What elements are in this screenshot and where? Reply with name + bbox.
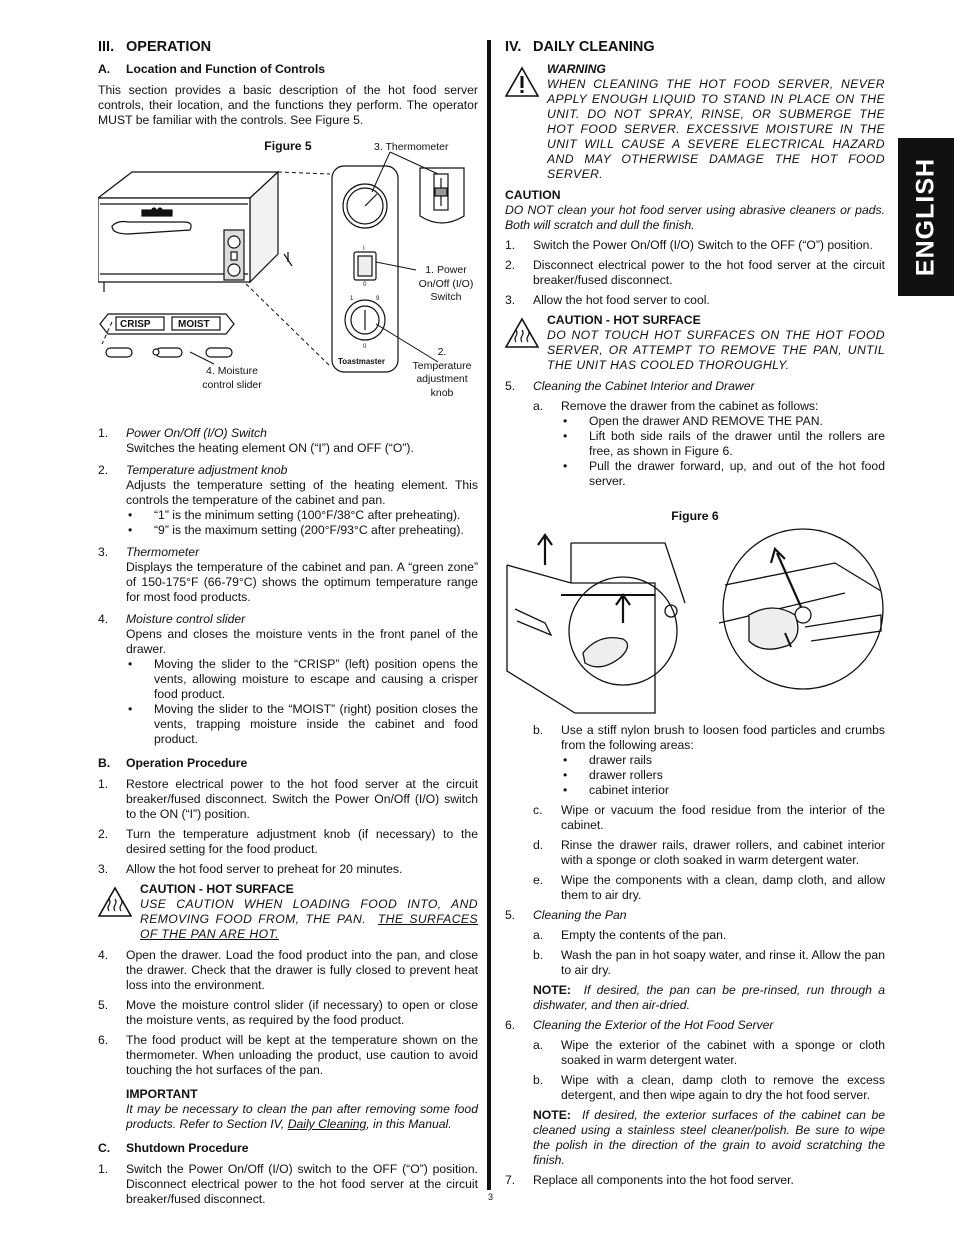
step-7: 7. Replace all components into the hot food server. [505, 1173, 794, 1187]
list-item [505, 258, 885, 288]
item-number: 3. [505, 293, 516, 307]
warning-text: WHEN CLEANING THE HOT FOOD SERVER, NEVER APPLY ENOUGH LIQUID TO STAND IN PLACE ON THE UNIT. DO NOT SPRAY, RINSE, OR SUBMERGE THE HOT FOOD SERVER. EXCESSIVE MOISTURE IN THE UNIT WILL CAUSE A SEVERE ELECTRICAL HAZARD AND MAY OTHERWISE DAMAGE THE HOT FOOD SERVER. [547, 77, 885, 181]
step-5a: a. Remove the drawer from the cabinet as follows: • Open the drawer AND REMOVE THE PAN. • Lift both side rails of the drawer until the rollers are free, as shown in Figure 6. • Pull the drawer forward, up, and out of the hot food server. [533, 399, 885, 488]
list-item [98, 827, 478, 857]
knob-9-mark: 9 [376, 296, 380, 302]
bullet-icon: • [563, 753, 568, 767]
list-item [98, 998, 478, 1028]
step-5-pan: 5. Cleaning the Pan [505, 908, 627, 922]
bullet-item [126, 657, 478, 702]
item-text: Wipe the exterior of the cabinet with a sponge or cloth soaked in warm detergent water. [561, 1038, 885, 1067]
operation-section [98, 38, 478, 1212]
control-title: Moisture control slider [126, 612, 246, 626]
power-switch-label: 1. Power On/Off (I/O) Switch [418, 264, 474, 303]
item-number: 2. [98, 463, 109, 477]
item-text: Allow the hot food server to preheat for 20 minutes. [126, 862, 403, 876]
column-divider [487, 40, 491, 1190]
moist-label: MOIST [178, 319, 210, 330]
item-number: e. [533, 873, 544, 887]
figure-6-title: Figure 6 [671, 509, 719, 523]
switch-i-mark: I [363, 246, 365, 252]
bullet-item [126, 702, 478, 747]
item-number: a. [533, 1038, 544, 1052]
item-number: 1. [98, 426, 109, 440]
control-title: Thermometer [126, 545, 200, 559]
bullet-icon: • [563, 429, 568, 443]
bullet-item [561, 414, 885, 429]
step-5: 5. Cleaning the Cabinet Interior and Drawer [505, 379, 755, 393]
list-item [505, 293, 885, 308]
daily-cleaning-link[interactable]: Daily Cleaning [287, 1117, 367, 1131]
control-item [98, 426, 478, 456]
item-number: a. [533, 928, 544, 942]
temperature-knob-label: 2. Temperature adjustment knob [412, 346, 472, 399]
hot-surface-warning-icon [98, 886, 132, 918]
bullet-icon: • [128, 523, 133, 537]
list-item [98, 777, 478, 822]
bullet-item [561, 783, 885, 798]
operation-heading: III. OPERATION [98, 39, 212, 55]
item-number: b. [533, 948, 544, 962]
bullet-icon: • [563, 414, 568, 428]
list-item [505, 948, 885, 978]
bullet-text: Lift both side rails of the drawer until the rollers are free, as shown in Figure 6. [589, 429, 885, 458]
exterior-steps [505, 1038, 885, 1103]
caution-underline: THE SURFACES OF THE PAN ARE HOT. [140, 912, 478, 941]
knob-1-mark: 1 [350, 296, 354, 302]
bullet-text: “1” is the minimum setting (100°F/38°C after preheating). [154, 508, 461, 522]
moisture-slider-panel [100, 314, 234, 357]
list-item [505, 873, 885, 903]
thermometer-detail [420, 168, 464, 223]
list-item [505, 238, 885, 253]
warning-block [505, 62, 885, 182]
list-item [505, 838, 885, 868]
daily-cleaning-section [505, 38, 885, 1193]
bullet-item [561, 753, 885, 768]
control-item [98, 612, 478, 747]
bullet-item [126, 523, 478, 538]
item-text: Rinse the drawer rails, drawer rollers, and cabinet interior with a sponge or cloth soaked in warm detergent water. [561, 838, 885, 867]
item-text: Switch the Power On/Off (I/O) Switch to the OFF (“O”) position. [533, 238, 873, 252]
bullet-text: Open the drawer AND REMOVE THE PAN. [589, 414, 823, 428]
warning-title: WARNING [547, 62, 606, 76]
caution-title: CAUTION [505, 188, 561, 202]
section-c-heading: C. Shutdown Procedure [98, 1141, 249, 1155]
item-number: 5. [98, 998, 109, 1012]
bullet-item [126, 508, 478, 523]
drawer-removal-diagram [505, 523, 887, 723]
item-number: 1. [98, 1162, 109, 1176]
item-text: Move the moisture control slider (if necessary) to open or close the moisture vents, as required by the food product. [126, 998, 478, 1027]
bullet-icon: • [128, 702, 133, 716]
bullet-text: drawer rollers [589, 768, 663, 782]
bullet-item [561, 768, 885, 783]
figure-5-title: Figure 5 [264, 139, 312, 153]
item-number: 6. [98, 1033, 109, 1047]
operation-steps-1 [98, 777, 478, 877]
list-item [98, 1033, 478, 1078]
caution-title: CAUTION - HOT SURFACE [140, 882, 294, 896]
section-b-heading: B. Operation Procedure [98, 756, 248, 770]
section-a-heading: A. Location and Function of Controls [98, 62, 326, 76]
hot-surface-caution-2 [505, 313, 885, 373]
bullet-text: “9” is the maximum setting (200°F/93°C after preheating). [154, 523, 464, 537]
item-number: 4. [98, 612, 109, 626]
pan-steps [505, 928, 885, 978]
page-number: 3 [488, 1192, 494, 1202]
hot-surface-warning-icon [505, 317, 539, 349]
item-text: Restore electrical power to the hot food server at the circuit breaker/fused disconnect. Switch the Power On/Off (I/O) switch to the ON (“I”) position. [126, 777, 478, 821]
caution-block [505, 188, 885, 233]
figure-6 [505, 509, 885, 719]
shutdown-steps [98, 1162, 478, 1207]
item-number: 1. [505, 238, 516, 252]
thermometer-label: 3. Thermometer [374, 141, 449, 153]
item-text: Wipe or vacuum the food residue from the interior of the cabinet. [561, 803, 885, 832]
bullet-text: Pull the drawer forward, up, and out of the hot food server. [589, 459, 885, 488]
list-item [98, 862, 478, 877]
control-item [98, 463, 478, 538]
item-text: Open the drawer. Load the food product into the pan, and close the drawer. Check that the drawer is fully closed to prevent heat loss into the environment. [126, 948, 478, 992]
item-text: Wipe with a clean, damp cloth to remove the excess detergent, and then wipe again to dry the hot food server. [561, 1073, 885, 1102]
item-text: Disconnect electrical power to the hot food server at the circuit breaker/fused disconnect. [533, 258, 885, 287]
important-note: IMPORTANT It may be necessary to clean the pan after removing some food products. Refer to Section IV, Daily Cleaning, in this Manual. [126, 1087, 478, 1131]
caution-text: USE CAUTION WHEN LOADING FOOD INTO, AND REMOVING FOOD FROM, THE PAN. THE SURFACES OF THE PAN ARE HOT. [140, 897, 478, 941]
item-text: Wipe the components with a clean, damp cloth, and allow them to air dry. [561, 873, 885, 902]
control-title: Power On/Off (I/O) Switch [126, 426, 267, 440]
exterior-note: NOTE: If desired, the exterior surfaces of the cabinet can be cleaned using a stainless steel cleaner/polish. Be sure to wipe the polish in the direction of the grain to avoid scratching the finish. [533, 1108, 886, 1167]
step-5b: b. Use a stiff nylon brush to loosen food particles and crumbs from the following areas: • drawer rails • drawer rollers • cabinet interior [533, 723, 885, 797]
switch-o-mark: 0 [363, 282, 367, 288]
step-6: 6. Cleaning the Exterior of the Hot Food Server [505, 1018, 774, 1032]
warning-icon [505, 66, 539, 98]
knob-0-mark: 0 [363, 344, 367, 350]
cleaning-steps [505, 238, 885, 308]
language-tab [898, 138, 954, 296]
bullet-icon: • [563, 783, 568, 797]
item-text: Empty the contents of the pan. [561, 928, 727, 942]
bullet-text: Moving the slider to the “MOIST” (right) position closes the vents, trapping moisture inside the cabinet and food product. [154, 702, 478, 746]
control-description: Opens and closes the moisture vents in the front panel of the drawer. [126, 627, 478, 656]
bullet-icon: • [128, 657, 133, 671]
operation-steps-2 [98, 948, 478, 1078]
list-item [98, 948, 478, 993]
control-description: Displays the temperature of the cabinet and pan. A “green zone” of 150-175°F (66-79°C) shows the optimum temperature range for most food products. [126, 560, 478, 604]
list-item [98, 1162, 478, 1207]
item-number: b. [533, 1073, 544, 1087]
item-text: Switch the Power On/Off (I/O) switch to the OFF (“O”) position. Disconnect electrical power to the hot food server at the circuit breaker/fused disconnect. [126, 1162, 478, 1206]
control-description: Switches the heating element ON (“I”) and OFF (“O”). [126, 441, 414, 455]
bullet-text: Moving the slider to the “CRISP” (left) position opens the vents, allowing moisture to escape and causing a crisper food product. [154, 657, 478, 701]
control-description: Adjusts the temperature setting of the heating element. This controls the temperature of the cabinet and pan. [126, 478, 478, 507]
caution-text: DO NOT TOUCH HOT SURFACES ON THE HOT FOOD SERVER, OR ATTEMPT TO REMOVE THE PAN, UNTIL THE UNIT HAS COOLED THOROUGHLY. [547, 328, 885, 372]
moisture-slider-label: 4. Moisture control slider [202, 365, 262, 391]
item-text: Allow the hot food server to cool. [533, 293, 710, 307]
pan-note: NOTE: If desired, the pan can be pre-rinsed, run through a dishwater, and then air-dried. [533, 983, 885, 1012]
item-number: 4. [98, 948, 109, 962]
item-number: 2. [98, 827, 109, 841]
caution-text: DO NOT clean your hot food server using abrasive cleaners or pads. Both will scratch and dull the finish. [505, 203, 885, 232]
crisp-label: CRISP [120, 319, 151, 330]
item-number: c. [533, 803, 543, 817]
list-item [505, 928, 885, 943]
hot-surface-caution-1 [98, 882, 478, 942]
item-number: 3. [98, 545, 109, 559]
bullet-text: cabinet interior [589, 783, 669, 797]
bullet-text: drawer rails [589, 753, 652, 767]
caution-title: CAUTION - HOT SURFACE [547, 313, 701, 327]
list-item [505, 803, 885, 833]
language-tab-label: ENGLISH [911, 157, 940, 277]
figure-5 [98, 134, 478, 426]
controls-list [98, 426, 478, 747]
control-panel [332, 166, 398, 372]
bullet-icon: • [128, 508, 133, 522]
hot-food-server-illustration [98, 172, 292, 292]
item-number: 3. [98, 862, 109, 876]
bullet-icon: • [563, 459, 568, 473]
item-number: d. [533, 838, 544, 852]
important-title: IMPORTANT [126, 1087, 198, 1101]
section-a-intro: This section provides a basic description of the hot food server controls, their location, and the functions they perform. The operator MUST be familiar with the controls. See Figure 5. [98, 83, 478, 127]
daily-cleaning-heading: IV. DAILY CLEANING [505, 39, 655, 55]
step-5-rest [505, 803, 885, 903]
list-item [505, 1073, 885, 1103]
item-text: The food product will be kept at the temperature shown on the thermometer. When unloading the product, use caution to avoid touching the hot surfaces of the pan. [126, 1033, 478, 1077]
bullet-item [561, 459, 885, 489]
brand-logo-text: Toastmaster [338, 357, 385, 366]
control-title: Temperature adjustment knob [126, 463, 288, 477]
item-number: 1. [98, 777, 109, 791]
bullet-icon: • [563, 768, 568, 782]
item-number: 2. [505, 258, 516, 272]
control-item [98, 545, 478, 605]
bullet-item [561, 429, 885, 459]
item-text: Wash the pan in hot soapy water, and rinse it. Allow the pan to air dry. [561, 948, 885, 977]
list-item [505, 1038, 885, 1068]
item-text: Turn the temperature adjustment knob (if necessary) to the desired setting for the food product. [126, 827, 478, 856]
